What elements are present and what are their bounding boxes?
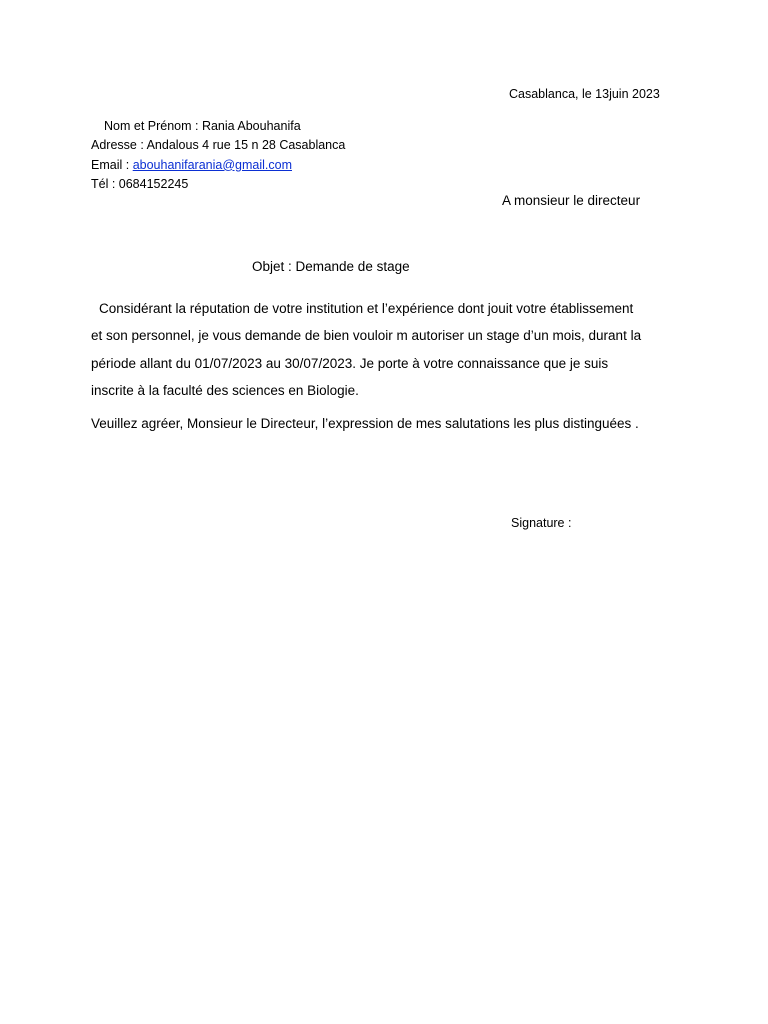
recipient-line: A monsieur le directeur — [502, 193, 641, 208]
sender-block — [91, 117, 345, 194]
body-paragraph — [91, 295, 691, 404]
body-line: période allant du 01/07/2023 au 30/07/2023. Je porte à votre connaissance que je suis — [91, 355, 609, 371]
date-line: Casablanca, le 13juin 2023 — [509, 87, 660, 101]
sender-name: Nom et Prénom : Rania Abouhanifa — [104, 119, 301, 133]
sender-phone: Tél : 0684152245 — [91, 176, 189, 191]
sender-email-link[interactable]: abouhanifarania@gmail.com — [132, 157, 292, 172]
closing-formula: Veuillez agréer, Monsieur le Directeur, l’expression de mes salutations les plus distinguées . — [91, 416, 639, 431]
sender-email-row — [91, 156, 345, 175]
subject-line: Objet : Demande de stage — [252, 259, 410, 274]
body-line: et son personnel, je vous demande de bien vouloir m autoriser un stage d’un mois, durant la — [91, 328, 642, 344]
sender-email-label: Email : — [91, 157, 133, 172]
body-line: Considérant la réputation de votre institution et l’expérience dont jouit votre établissement — [99, 301, 634, 316]
body-line: inscrite à la faculté des sciences en Biologie. — [91, 382, 359, 398]
signature-label: Signature : — [511, 516, 572, 530]
sender-address: Adresse : Andalous 4 rue 15 n 28 Casablanca — [91, 138, 346, 153]
